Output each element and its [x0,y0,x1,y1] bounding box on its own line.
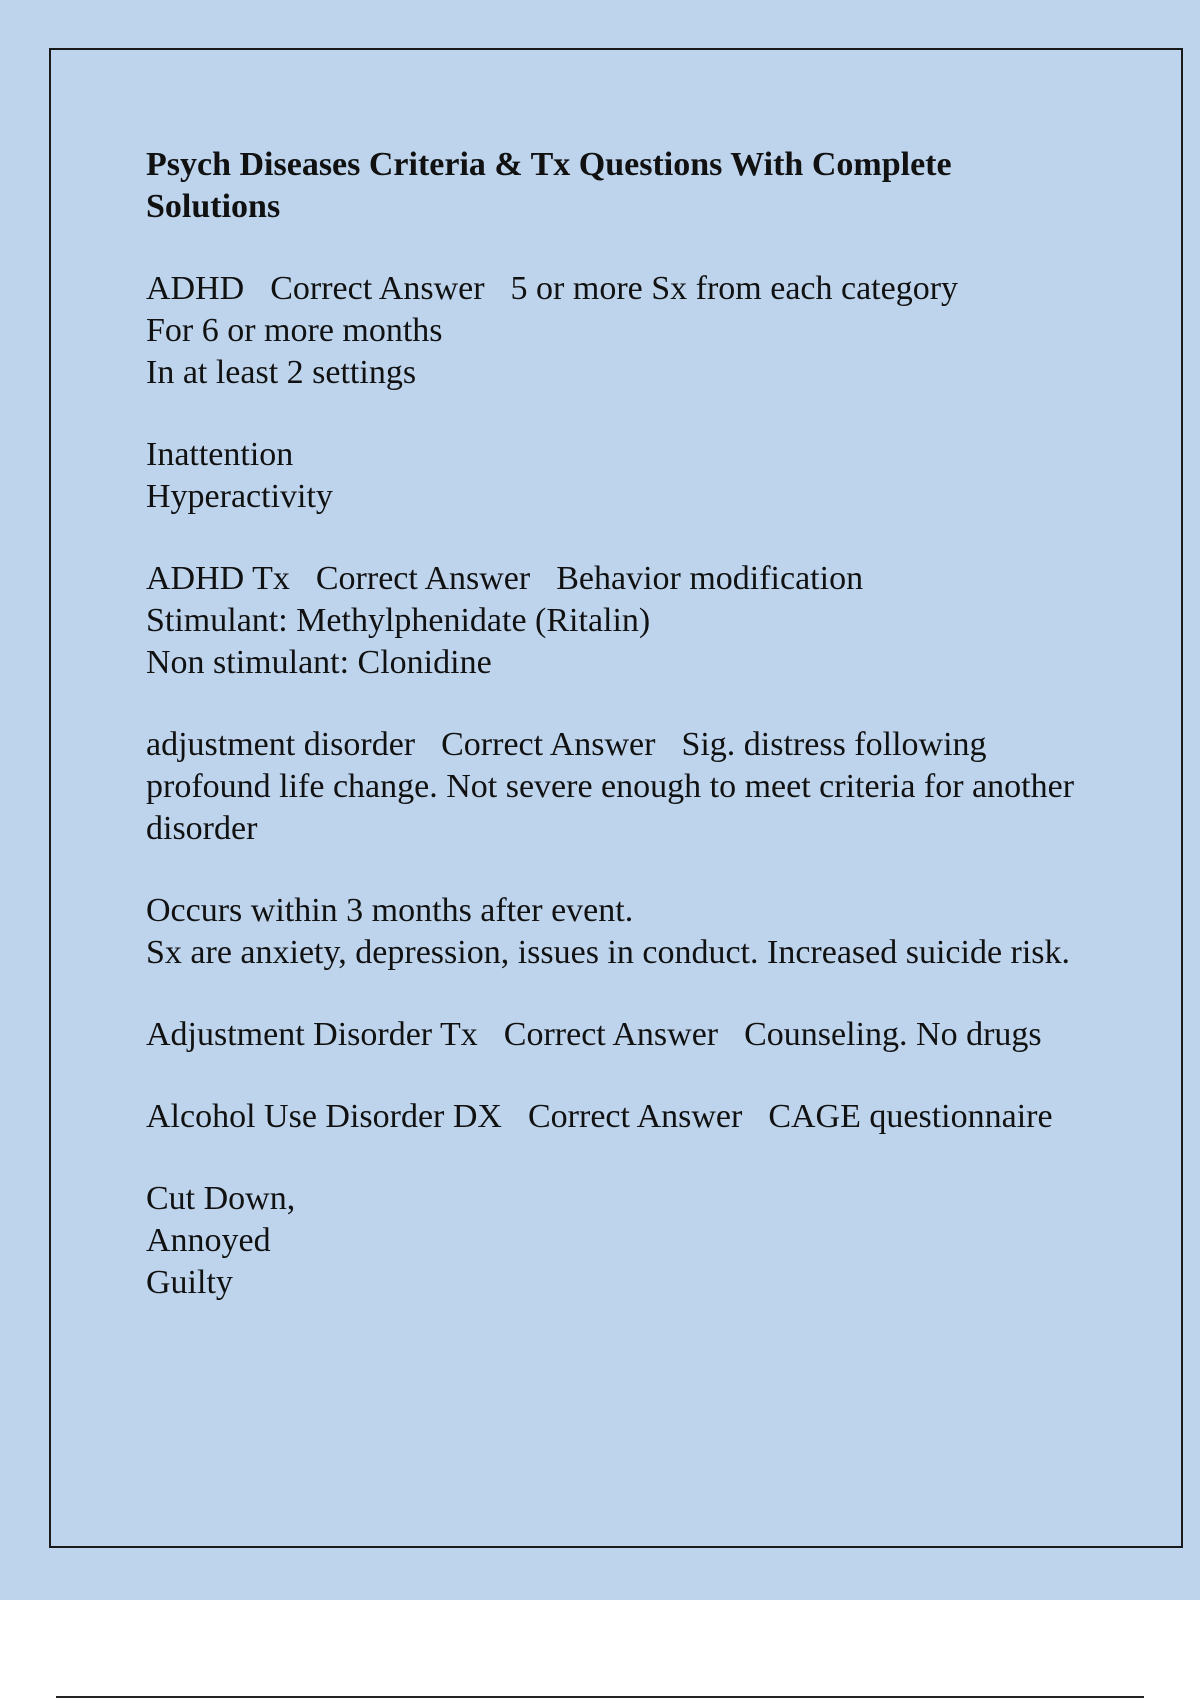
qa-first-line [146,724,1083,850]
qa-entry [146,1014,1076,1056]
qa-entry [146,268,1076,394]
question-text: Alcohol Use Disorder DX [146,1098,502,1135]
answer-line: Stimulant: Methylphenidate (Ritalin) [146,602,651,639]
answer-line: Sig. distress following profound life change. Not severe enough to meet criteria for another disorder [146,726,1083,847]
answer-line: Occurs within 3 months after event. [146,892,634,929]
correct-answer-label: Correct Answer [503,1016,719,1053]
answer-line: CAGE questionnaire [768,1098,1053,1135]
answer-line: Sx are anxiety, depression, issues in conduct. Increased suicide risk. [146,934,1071,971]
qa-first-line [146,558,1076,600]
correct-answer-label: Correct Answer [441,726,656,763]
qa-first-line [146,1014,1076,1056]
answer-line: 5 or more Sx from each category [510,270,959,307]
correct-answer-label: Correct Answer [528,1098,743,1135]
answer-line: Guilty [146,1264,233,1301]
answer-line: Behavior modification [556,560,864,597]
answer-continuation [146,890,1076,974]
document-title: Psych Diseases Criteria & Tx Questions With Complete Solutions [146,146,952,225]
answer-line: Cut Down, [146,1180,296,1217]
answer-line: Inattention [146,436,294,473]
document-content [146,144,1083,1344]
footer-divider [56,1696,1144,1698]
correct-answer-label: Correct Answer [315,560,531,597]
question-text: Adjustment Disorder Tx [146,1016,478,1053]
answer-line: Annoyed [146,1222,271,1259]
qa-entry [146,1096,1076,1138]
answer-continuation [146,1178,1076,1304]
answer-line: Non stimulant: Clonidine [146,644,492,681]
qa-first-line [146,1096,1076,1138]
qa-first-line [146,268,1076,310]
answer-continuation [146,434,1076,518]
answer-line: Counseling. No drugs [744,1016,1042,1053]
correct-answer-label: Correct Answer [270,270,485,307]
question-text: ADHD [146,270,245,307]
qa-entry [146,724,1083,850]
answer-line: Hyperactivity [146,478,333,515]
qa-entry [146,558,1076,684]
answer-line: In at least 2 settings [146,354,417,391]
question-text: ADHD Tx [146,560,290,597]
question-text: adjustment disorder [146,726,416,763]
answer-line: For 6 or more months [146,312,443,349]
